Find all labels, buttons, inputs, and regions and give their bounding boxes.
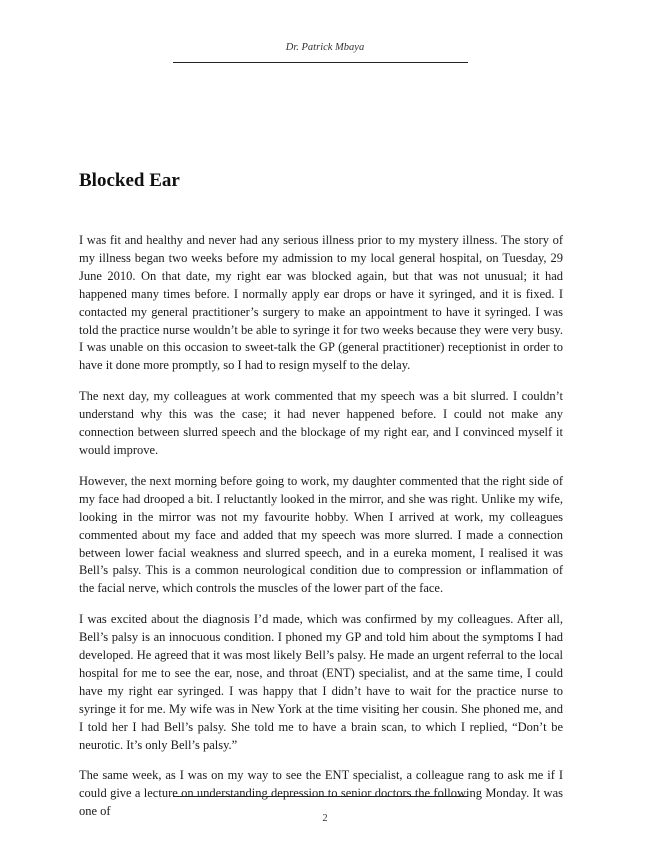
chapter-title: Blocked Ear bbox=[79, 170, 180, 191]
running-header-author: Dr. Patrick Mbaya bbox=[285, 42, 365, 53]
footer-rule bbox=[173, 796, 468, 797]
header-rule bbox=[173, 62, 468, 63]
body-text bbox=[79, 232, 563, 834]
paragraph: The same week, as I was on my way to see the ENT specialist, a colleague rang to ask me if I could give a lecture on understanding depression to senior doctors the following Monday. It was one of bbox=[79, 768, 563, 819]
paragraph: However, the next morning before going to work, my daughter commented that the right side of my face had drooped a bit. I reluctantly looked in the mirror, and she was right. Unlike my wife, looking in the mirror was not my favourite hobby. When I arrived at work, my colleagues commented about my face and added that my speech was more slurred. I made a connection between lower facial weakness and slurred speech, and in a eureka moment, I realised it was Bell’s palsy. This is a common neurological condition due to compression or inflammation of the facial nerve, which controls the muscles of the lower part of the face. bbox=[79, 473, 563, 596]
paragraph: I was excited about the diagnosis I’d made, which was confirmed by my colleagues. After all, Bell’s palsy is an innocuous condition. I phoned my GP and told him about the symptoms I had developed. He agreed that it was most likely Bell’s palsy. He made an urgent referral to the local hospital for me to see the ear, nose, and throat (ENT) specialist, and at the same time, I could have my right ear syringed. I was happy that I didn’t have to wait for the practice nurse to syringe it for me. My wife was in New York at the time visiting her cousin. She phoned me, and I told her I had Bell’s palsy. She told me to have a brain scan, to which I replied, “Don’t be neurotic. It’s only Bell’s palsy.” bbox=[79, 612, 563, 752]
paragraph: The next day, my colleagues at work commented that my speech was a bit slurred. I couldn’t understand why this was the case; it had never happened before. I could not make any connection between slurred speech and the blockage of my right ear, and I convinced myself it would improve. bbox=[79, 389, 563, 457]
page-number: 2 bbox=[322, 813, 328, 824]
paragraph: I was fit and healthy and never had any serious illness prior to my mystery illness. The story of my illness began two weeks before my admission to my local general hospital, on Tuesday, 29 June 2010. On that date, my right ear was blocked again, but that was not unusual; it had happened many times before. I normally apply ear drops or have it syringed, and it is fixed. I contacted my general practitioner’s surgery to make an appointment to have it syringed. I was told the practice nurse wouldn’t be able to syringe it for two weeks because they were very busy. I was unable on this occasion to sweet-talk the GP (general practitioner) receptionist in order to have it done more promptly, so I had to resign myself to the delay. bbox=[79, 233, 563, 373]
